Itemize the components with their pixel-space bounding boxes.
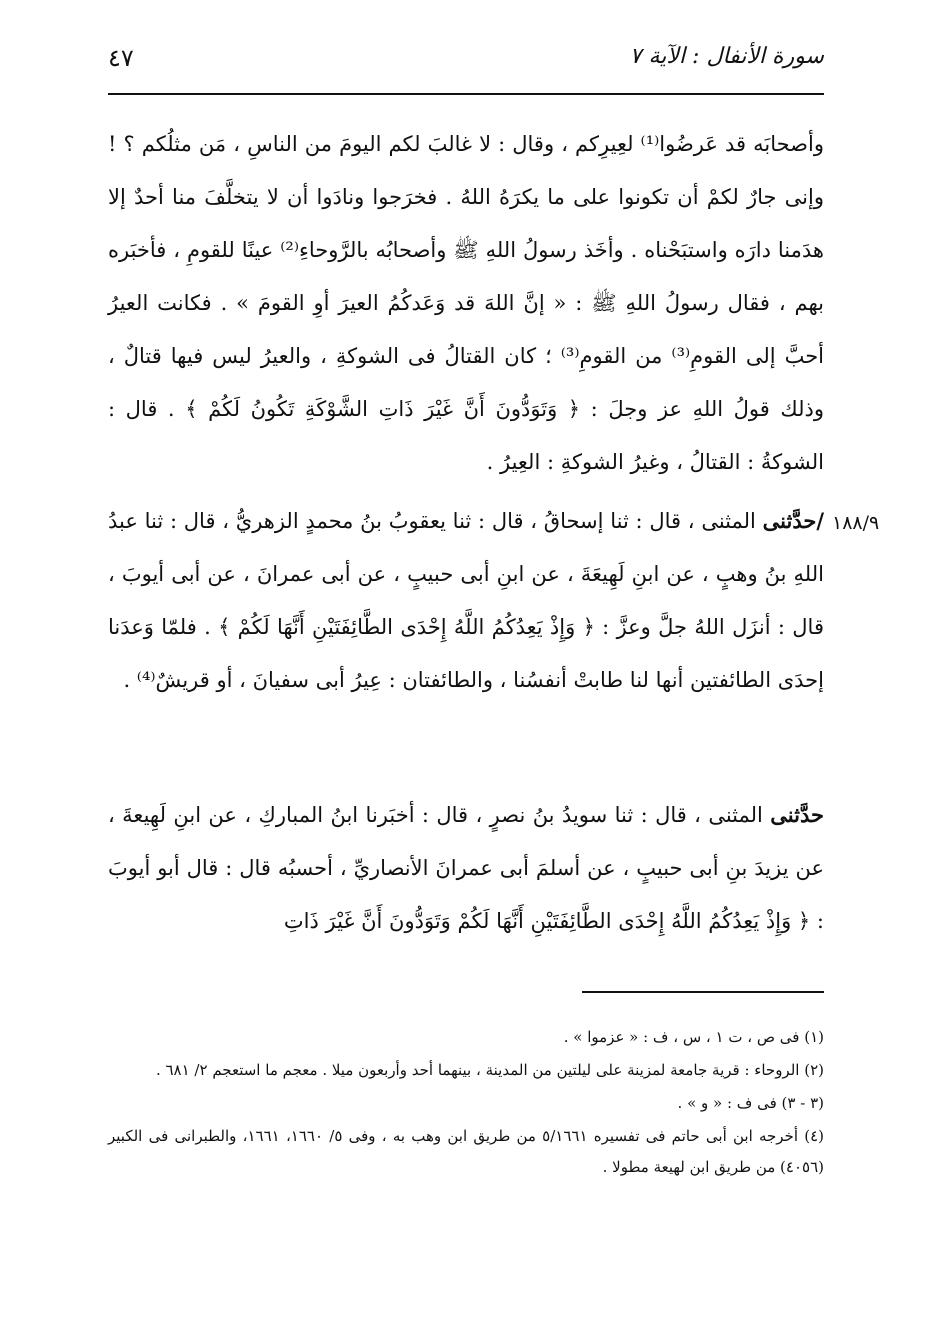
paragraph-2-lead: /حدَّثنى	[762, 508, 824, 533]
footnote-3: (٣ - ٣) فى ف : « و » .	[677, 1094, 824, 1112]
paragraph-3-lead: حدَّثنى	[770, 802, 824, 827]
footnote-1: (١) فى ص ، ت ١ ، س ، ف : « عزموا » .	[563, 1028, 824, 1046]
running-title: سورة الأنفال : الآية ٧	[629, 44, 824, 69]
footnote-2: (٢) الروحاء : قرية جامعة لمزينة على ليلتين من المدينة ، بينهما أحد وأربعون ميلا . معجم ما استعجم ٢/ ٦٨١ .	[155, 1061, 824, 1079]
page-number: ٤٧	[108, 44, 134, 72]
paragraph-1	[108, 117, 824, 489]
footnote-divider	[582, 991, 824, 993]
footnotes	[108, 1022, 824, 1185]
paragraph-2	[108, 494, 824, 707]
paragraph-1-text: وأصحابَه قد عَرضُوا⁽¹⁾ لعِيرِكم ، وقال : لا غالبَ لكم اليومَ من الناسِ ، مَن مثلُكم ؟ ! وإنى جارٌ لكمْ أن تكونوا على ما يكرَهُ اللهُ . فخرَجوا ونادَوا أن لا يتخلَّفَ منا أحدٌ إلا هدَمنا دارَه واستبَحْناه . وأخَذ رسولُ اللهِ ﷺ وأصحابُه بالرَّوحاءِ⁽²⁾ عينًا للقومِ ، فأخبَره بهم ، فقال رسولُ اللهِ ﷺ : « إنَّ اللهَ قد وَعَدكُمُ العيرَ أوِ القومَ » . فكانت العيرُ أحبَّ إلى القومِ⁽³⁾ من القومِ⁽³⁾ ؛ كان القتالُ فى الشوكةِ ، والعيرُ ليس فيها قتالٌ ، وذلك قولُ اللهِ عز وجلَ : ﴿ وَتَوَدُّونَ أَنَّ غَيْرَ ذَاتِ الشَّوْكَةِ تَكُونُ لَكُمْ ﴾ . قال : الشوكةُ : القتالُ ، وغيرُ الشوكةِ : العِيرُ .	[108, 132, 825, 474]
paragraph-3-text: المثنى ، قال : ثنا سويدُ بنُ نصرٍ ، قال : أخبَرنا ابنُ المباركِ ، عن ابنِ لَهِيعةَ ، عن يزيدَ بنِ أبى حبيبٍ ، عن أسلمَ أبى عمرانَ الأنصاريِّ ، أحسبُه قال : قال أبو أيوبَ : ﴿ وَإِذْ يَعِدُكُمُ اللَّهُ إِحْدَى الطَّائِفَتَيْنِ أَنَّهَا لَكُمْ وَتَوَدُّونَ أَنَّ غَيْرَ ذَاتِ	[108, 803, 824, 933]
footnote-4: (٤) أخرجه ابن أبى حاتم فى تفسيره ٥/١٦٦١ من طريق ابن وهب به ، وفى ٥/ ١٦٦٠، ١٦٦١، والطبرانى فى الكبير (٤٠٥٦) من طريق ابن لهيعة مطولا .	[108, 1127, 824, 1176]
margin-reference: ١٨٨/٩	[832, 512, 880, 534]
header-divider	[108, 93, 824, 95]
page-header	[108, 36, 824, 92]
paragraph-3	[108, 788, 824, 948]
paragraph-2-text: المثنى ، قال : ثنا إسحاقُ ، قال : ثنا يعقوبُ بنُ محمدٍ الزهريُّ ، قال : ثنا عبدُ اللهِ بنُ وهبٍ ، عن ابنِ لَهِيعَةَ ، عن ابنِ أبى حبيبٍ ، عن أبى عمرانَ ، عن أبى أيوبَ ، قال : أنزَل اللهُ جلَّ وعزَّ : ﴿ وَإِذْ يَعِدُكُمُ اللَّهُ إِحْدَى الطَّائِفَتَيْنِ أَنَّهَا لَكُمْ ﴾ . فلمّا وَعدَنا إحدَى الطائفتين أنها لنا طابتْ أنفسُنا ، والطائفتان : عِيرُ أبى سفيانَ ، أو قريشٌ⁽⁴⁾ .	[108, 509, 824, 692]
